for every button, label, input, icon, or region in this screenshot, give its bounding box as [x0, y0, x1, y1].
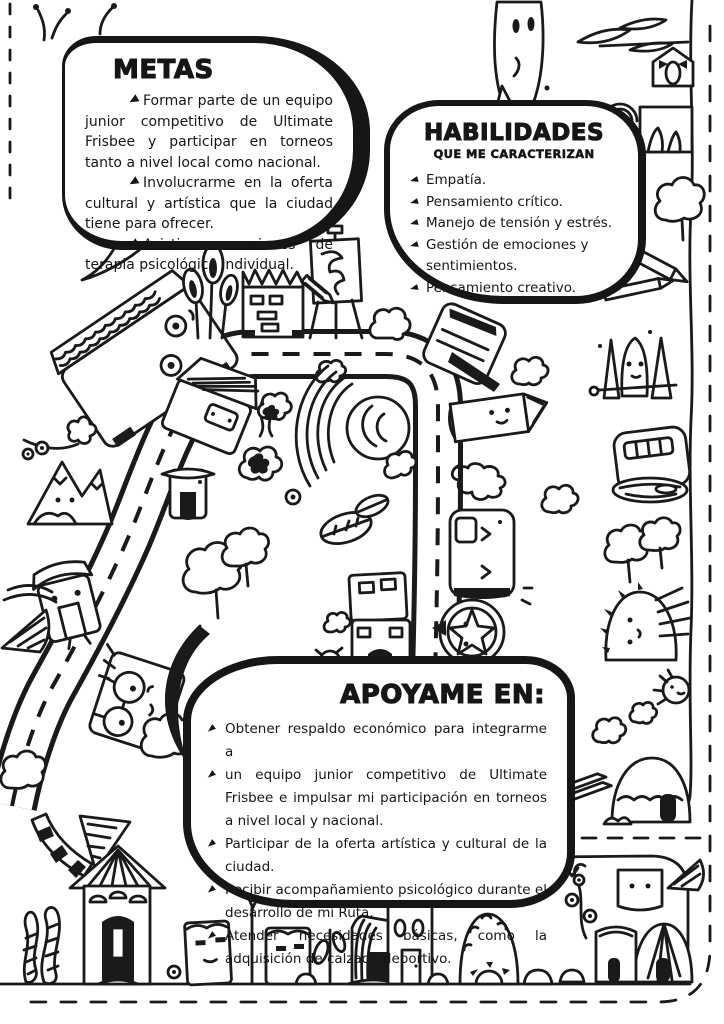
cloud-doodles-right: [593, 702, 657, 742]
leaves-doodle: [317, 491, 391, 549]
clover-doodle: [23, 417, 96, 459]
sprout-doodles: [33, 3, 117, 40]
bullet-arrow-icon: [206, 770, 216, 780]
support-item: un equipo junior competitivo de Ultimate Frisbee e impulsar mi participación en torneos a nivel local y nacional.: [209, 764, 547, 833]
habilidades-speech-bubble: [384, 100, 646, 304]
support-item: Atender necesidades básicas, como la adquisición de calzado deportivo.: [209, 925, 547, 971]
support-item: Recibir acompañamiento psicológico durante el desarrollo de mi Ruta.: [209, 879, 547, 925]
bullet-arrow-icon: [409, 176, 418, 184]
skill-item: Pensamiento creativo.: [412, 278, 626, 300]
bullet-arrow-icon: [409, 219, 418, 227]
bullet-arrow-icon: [128, 94, 140, 105]
book-house-doodle-right: [596, 927, 636, 982]
small-house-doodle: [653, 48, 693, 86]
skill-item: Gestión de emociones y sentimientos.: [412, 235, 626, 278]
bullet-arrow-icon: [128, 238, 140, 249]
sun-doodle-right: [654, 670, 689, 704]
flower-vine-doodle: [560, 864, 596, 982]
metas-title: METAS: [113, 55, 214, 85]
wind-leaves-doodle: [578, 19, 688, 51]
igloo-doodle: [604, 758, 690, 824]
metas-goal-item: Formar parte de un equipo junior competitivo de Ultimate Frisbee y participar en torneos tanto a nivel local como nacional.: [85, 93, 333, 171]
trees-doodle-right: [605, 518, 680, 582]
fan-shell-doodle: [668, 860, 704, 890]
castle-doodle: [243, 270, 303, 337]
trees-doodle-mid: [183, 528, 268, 618]
disc-doodle: [613, 478, 687, 502]
tree-doodle-topright: [655, 178, 704, 241]
habilidades-skill-list: [412, 170, 626, 299]
bush-doodle-top: [370, 308, 410, 339]
skill-item: Manejo de tensión y estrés.: [412, 213, 626, 235]
bullet-arrow-icon: [206, 839, 216, 849]
van-doodle: [450, 510, 532, 604]
hat-house-doodle: [162, 469, 214, 520]
framed-trees-doodle: [640, 107, 692, 152]
apoyame-title: APOYAME EN:: [340, 680, 545, 710]
skill-item: Pensamiento crítico.: [412, 192, 626, 214]
post-faces-doodle: [590, 330, 676, 398]
metas-goal-item: Involucrarme en la oferta cultural y artística que la ciudad tiene para ofrecer.: [85, 175, 333, 232]
mountain-face-doodle: [28, 462, 112, 524]
box-head-doodle: [618, 870, 662, 910]
cactus-doodle: [600, 582, 690, 660]
dome-house-doodle: [634, 924, 692, 982]
bullet-arrow-icon: [128, 176, 140, 187]
bullet-arrow-icon: [409, 198, 418, 206]
habilidades-subtitle: QUE ME CARACTERIZAN: [433, 147, 595, 161]
habilidades-title: HABILIDADES: [423, 120, 605, 146]
skill-item: Empatía.: [412, 170, 626, 192]
metas-goal-item: Asistir a sesiones de terapia psicológica individual.: [85, 236, 333, 273]
apoyame-support-list: [209, 718, 547, 971]
apoyame-speech-bubble: [183, 656, 575, 967]
metas-speech-bubble: [62, 36, 370, 273]
metas-goal-list: [85, 91, 333, 276]
support-item: Participar de la oferta artística y cultural de la ciudad.: [209, 833, 547, 879]
support-item: Obtener respaldo económico para integrarme a: [209, 718, 547, 764]
worm-plants-doodle: [24, 907, 60, 983]
bullet-arrow-icon: [206, 724, 216, 734]
cloud-doodle-mid: [324, 612, 350, 632]
bullet-arrow-icon: [409, 284, 418, 292]
bullet-arrow-icon: [409, 241, 418, 249]
flower-tiny-doodle: [168, 966, 180, 978]
